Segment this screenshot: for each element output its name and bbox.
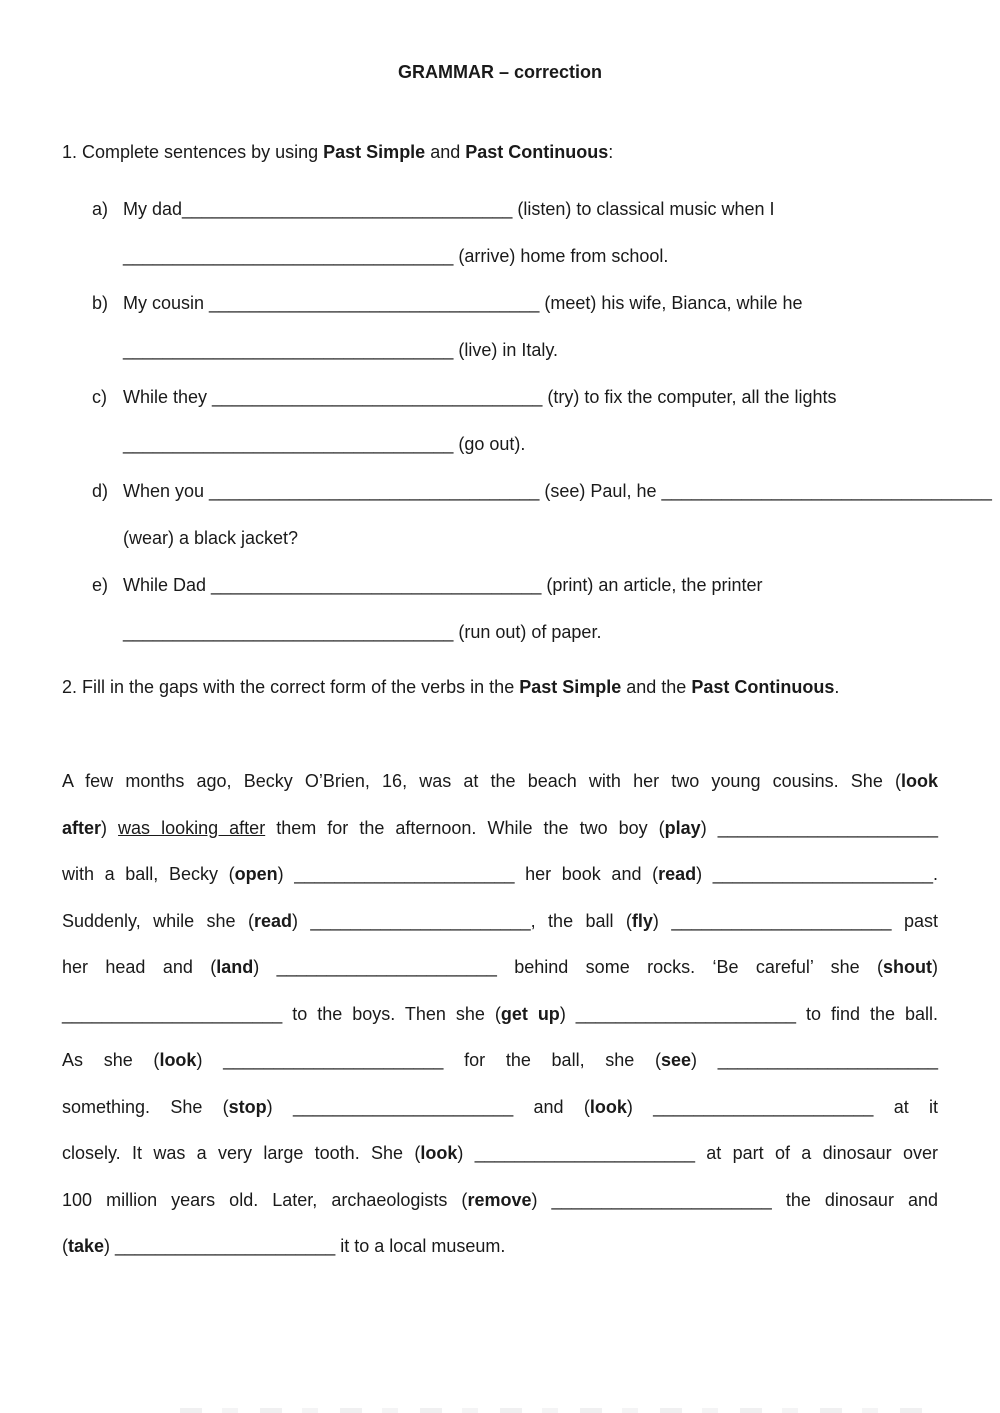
paragraph-line <box>62 944 938 991</box>
item-line <box>123 421 938 468</box>
answer-blank[interactable]: ______________________ <box>310 910 531 931</box>
text-segment: stop <box>228 1096 267 1117</box>
text-segment: ) <box>691 1050 718 1070</box>
item-letter: c) <box>92 387 107 407</box>
text-segment: (print) an article, the printer <box>541 575 763 595</box>
text-segment: with a ball, Becky ( <box>62 864 235 884</box>
text-segment: ) <box>652 910 672 931</box>
text-segment: ) <box>626 1096 654 1117</box>
text-segment: shout <box>883 957 932 977</box>
item-line <box>123 609 938 656</box>
text-segment: remove <box>467 1189 532 1210</box>
page-title: GRAMMAR – correction <box>397 62 603 82</box>
text-segment: ) <box>559 1003 576 1024</box>
answer-blank[interactable]: ______________________ <box>276 957 497 977</box>
text-segment: it to a local museum. <box>335 1236 506 1256</box>
text-segment: (see) Paul, he <box>539 481 662 501</box>
paragraph-line <box>62 1084 938 1131</box>
answer-blank[interactable]: ______________________ <box>671 910 892 931</box>
exercise2-paragraph <box>62 758 938 1270</box>
text-segment: get up <box>500 1003 560 1024</box>
answer-blank[interactable]: ______________________ <box>294 864 515 884</box>
text-segment: ) <box>277 864 295 884</box>
exercise1-instruction <box>62 141 938 163</box>
paragraph-line <box>62 758 938 805</box>
text-segment: ) <box>266 1096 293 1117</box>
item-line <box>123 562 938 609</box>
text-segment: (meet) his wife, Bianca, while he <box>539 293 803 313</box>
text-segment: ) <box>696 864 713 884</box>
answer-blank[interactable]: ______________________ <box>712 864 934 884</box>
text-segment: look <box>159 1050 197 1070</box>
answer-blank[interactable]: _________________________________ <box>123 340 454 360</box>
answer-blank[interactable]: ______________________ <box>115 1236 336 1256</box>
exercise1-items <box>62 186 992 656</box>
paragraph-line <box>62 805 938 852</box>
text-segment: read <box>658 864 697 884</box>
exercise1-item-c <box>92 374 938 468</box>
text-segment: ) <box>253 957 277 977</box>
answer-blank[interactable]: _________________________________ <box>123 246 454 266</box>
exercise1-item-a <box>92 186 938 280</box>
text-segment: When you <box>123 481 210 501</box>
text-segment: look <box>420 1143 458 1163</box>
text-segment: . <box>834 677 840 697</box>
answer-blank[interactable]: ______________________ <box>575 1003 797 1024</box>
text-segment: While Dad <box>123 575 212 595</box>
text-segment: her book and ( <box>514 864 659 884</box>
exercise1-item-e <box>92 562 938 656</box>
text-segment: 2. Fill in the gaps with the correct form of the verbs in the <box>62 677 520 697</box>
item-letter: b) <box>92 293 109 313</box>
exercise1-item-b <box>92 280 938 374</box>
answer-blank[interactable]: ______________________ <box>653 1096 874 1117</box>
text-segment: ) <box>196 1050 224 1070</box>
text-segment: Past Simple <box>519 677 622 697</box>
text-segment: take <box>68 1236 105 1256</box>
item-line <box>123 280 938 327</box>
text-segment: was looking after <box>118 817 266 838</box>
text-segment: ( <box>62 1236 68 1256</box>
exercise1-item-d <box>92 468 992 562</box>
text-segment: My cousin <box>123 293 210 313</box>
text-segment: and ( <box>513 1096 590 1117</box>
answer-blank[interactable]: _________________________________ <box>661 481 992 501</box>
text-segment: As she ( <box>62 1050 160 1070</box>
text-segment: My dad <box>123 199 183 219</box>
text-segment: fly <box>631 910 653 931</box>
text-segment: (go out). <box>453 434 526 454</box>
item-line <box>123 468 992 515</box>
text-segment: after <box>62 817 102 838</box>
paragraph-line <box>62 1130 938 1177</box>
answer-blank[interactable]: ______________________ <box>223 1050 444 1070</box>
text-segment: (listen) to classical music when I <box>512 199 775 219</box>
text-segment: . <box>933 864 939 884</box>
text-segment: Past Continuous <box>465 142 609 162</box>
answer-blank[interactable]: _________________________________ <box>209 481 540 501</box>
answer-blank[interactable]: _________________________________ <box>211 575 542 595</box>
cutoff-next-page-text-line <box>180 1408 940 1413</box>
text-segment: Past Continuous <box>691 677 835 697</box>
answer-blank[interactable]: ______________________ <box>717 1050 938 1070</box>
item-line <box>123 186 938 233</box>
answer-blank[interactable]: ______________________ <box>551 1189 772 1210</box>
item-line <box>123 327 938 374</box>
paragraph-line <box>62 898 938 945</box>
text-segment: ) <box>292 910 311 931</box>
answer-blank[interactable]: _________________________________ <box>182 199 513 219</box>
text-segment: something. She ( <box>62 1096 229 1117</box>
text-segment: at it <box>873 1096 939 1117</box>
text-segment: 1. Complete sentences by using <box>62 142 324 162</box>
text-segment: closely. It was a very large tooth. She ( <box>62 1143 421 1163</box>
text-segment: play <box>664 817 701 838</box>
item-letter: e) <box>92 575 109 595</box>
text-segment: A few months ago, Becky O’Brien, 16, was at the beach with her two young cousins. She ( <box>62 771 901 791</box>
text-segment: Past Simple <box>323 142 426 162</box>
item-line <box>123 374 938 421</box>
text-segment: ) <box>932 957 938 977</box>
text-segment: open <box>234 864 278 884</box>
exercise2-instruction <box>62 676 938 698</box>
text-segment: ) <box>101 817 119 838</box>
text-segment: look <box>900 771 938 791</box>
text-segment: at part of a dinosaur over <box>694 1143 939 1163</box>
text-segment: read <box>253 910 292 931</box>
text-segment: 100 million years old. Later, archaeologists ( <box>62 1189 468 1210</box>
answer-blank[interactable]: ______________________ <box>717 817 938 838</box>
text-segment: ) <box>700 817 718 838</box>
answer-blank[interactable]: _________________________________ <box>123 434 454 454</box>
text-segment: Suddenly, while she ( <box>62 910 254 931</box>
paragraph-line <box>62 1177 938 1224</box>
text-segment: ) <box>104 1236 116 1256</box>
text-segment: ) <box>457 1143 475 1163</box>
answer-blank[interactable]: ______________________ <box>474 1143 695 1163</box>
text-segment: , the ball ( <box>530 910 632 931</box>
text-segment: to find the ball. <box>796 1003 938 1024</box>
text-segment: the dinosaur and <box>771 1189 939 1210</box>
text-segment: for the ball, she ( <box>443 1050 661 1070</box>
text-segment: her head and ( <box>62 957 217 977</box>
paragraph-line <box>62 851 938 898</box>
text-segment: ) <box>531 1189 552 1210</box>
paragraph-line <box>62 991 938 1038</box>
paragraph-line <box>62 1037 938 1084</box>
answer-blank[interactable]: _________________________________ <box>123 622 454 642</box>
text-segment: see <box>661 1050 692 1070</box>
text-segment: to the boys. Then she ( <box>282 1003 501 1024</box>
answer-blank[interactable]: _________________________________ <box>209 293 540 313</box>
item-letter: d) <box>92 481 109 501</box>
answer-blank[interactable]: ______________________ <box>292 1096 514 1117</box>
text-segment: (arrive) home from school. <box>453 246 669 266</box>
text-segment: past <box>891 910 939 931</box>
text-segment: (try) to fix the computer, all the lights <box>542 387 837 407</box>
text-segment: : <box>608 142 614 162</box>
text-segment: behind some rocks. ‘Be careful’ she ( <box>496 957 883 977</box>
text-segment: While they <box>123 387 213 407</box>
text-segment: (run out) of paper. <box>453 622 602 642</box>
text-segment: them for the afternoon. While the two boy ( <box>265 817 665 838</box>
paragraph-line <box>62 1223 938 1270</box>
text-segment: look <box>589 1096 627 1117</box>
text-segment: land <box>216 957 254 977</box>
item-letter: a) <box>92 199 109 219</box>
text-segment: (wear) a black jacket? <box>123 528 299 548</box>
text-segment: (live) in Italy. <box>453 340 559 360</box>
item-line <box>123 233 938 280</box>
item-line <box>123 515 938 562</box>
answer-blank[interactable]: ______________________ <box>62 1003 283 1024</box>
text-segment: and the <box>621 677 692 697</box>
text-segment: and <box>425 142 466 162</box>
answer-blank[interactable]: _________________________________ <box>212 387 543 407</box>
